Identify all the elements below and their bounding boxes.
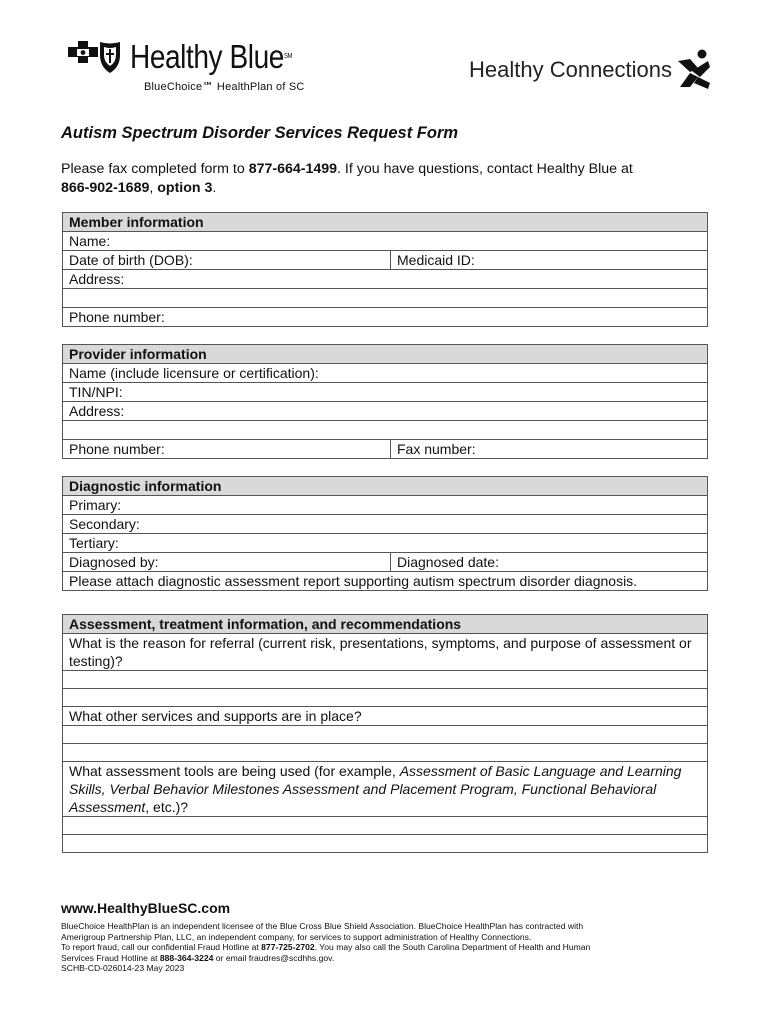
- other-services-question: What other services and supports are in place?: [63, 706, 707, 725]
- assessment-tools-answer-2[interactable]: [63, 834, 707, 852]
- member-phone-field[interactable]: Phone number:: [63, 307, 707, 326]
- assessment-heading: Assessment, treatment information, and recommendations: [63, 615, 707, 633]
- provider-phone-field[interactable]: Phone number:: [63, 440, 391, 458]
- diagnostic-heading: Diagnostic information: [63, 477, 707, 495]
- provider-phone-row: [63, 439, 707, 458]
- provider-tin-field[interactable]: TIN/NPI:: [63, 382, 707, 401]
- diagnosed-row: [63, 552, 707, 571]
- member-section: [62, 212, 708, 327]
- assessment-tools-examples: Assessment of Basic Language and Learning Skills, Verbal Behavior Milestones Assessment and Placement Program, Functional Behavioral Assessment: [69, 763, 682, 815]
- provider-heading: Provider information: [63, 345, 707, 363]
- assessment-tools-answer-1[interactable]: [63, 816, 707, 834]
- provider-name-field[interactable]: Name (include licensure or certification):: [63, 363, 707, 382]
- assessment-section: [62, 614, 708, 853]
- fax-number: 877-664-1499: [248, 161, 338, 177]
- diagnosis-secondary-field[interactable]: Secondary:: [63, 514, 707, 533]
- member-dob-field[interactable]: Date of birth (DOB):: [63, 251, 391, 269]
- member-address-line2[interactable]: [63, 288, 707, 307]
- member-heading: Member information: [63, 213, 707, 231]
- provider-section: [62, 344, 708, 459]
- other-services-answer-1[interactable]: [63, 725, 707, 743]
- member-address-field[interactable]: Address:: [63, 269, 707, 288]
- form-code: SCHB-CD-026014-23 May 2023: [61, 963, 185, 973]
- intro-paragraph: Please fax completed form to 877-664-1499. If you have questions, contact Healthy Blue at 866-902-1689, option 3.: [61, 161, 633, 196]
- diagnosis-tertiary-field[interactable]: Tertiary:: [63, 533, 707, 552]
- provider-address-line2[interactable]: [63, 420, 707, 439]
- member-name-field[interactable]: Name:: [63, 231, 707, 250]
- footer-disclaimer-1: BlueChoice HealthPlan is an independent licensee of the Blue Cross Blue Shield Association. BlueChoice HealthPlan has contracted with: [61, 921, 584, 931]
- website-link[interactable]: www.HealthyBlueSC.com: [61, 900, 231, 916]
- footer-fraud-2: Services Fraud Hotline at 888-364-3224 or email fraudres@scdhhs.gov.: [61, 952, 335, 963]
- healthy-connections-logo: [469, 49, 712, 91]
- referral-reason-answer-2[interactable]: [63, 688, 707, 706]
- diagnosed-by-field[interactable]: Diagnosed by:: [63, 553, 391, 571]
- provider-fax-field[interactable]: Fax number:: [397, 441, 476, 457]
- page-header: [0, 0, 770, 110]
- healthy-blue-wordmark: Healthy Blue℠: [130, 38, 293, 75]
- member-medicaid-field[interactable]: Medicaid ID:: [397, 252, 475, 268]
- other-services-answer-2[interactable]: [63, 743, 707, 761]
- bluechoice-subtitle: BlueChoice℠ HealthPlan of SC: [144, 81, 305, 93]
- member-dob-row: [63, 250, 707, 269]
- diagnostic-attach-note: Please attach diagnostic assessment report supporting autism spectrum disorder diagnosis.: [63, 571, 707, 590]
- assessment-tools-question: What assessment tools are being used (for example, Assessment of Basic Language and Learning Skills, Verbal Behavior Milestones Assessment and Placement Program, Functional Behavioral Assessment, etc.)?: [63, 761, 707, 816]
- diagnosed-date-field[interactable]: Diagnosed date:: [397, 554, 499, 570]
- provider-address-field[interactable]: Address:: [63, 401, 707, 420]
- referral-reason-answer-1[interactable]: [63, 670, 707, 688]
- healthy-connections-wordmark: Healthy Connections: [469, 57, 673, 82]
- footer-fraud-1: To report fraud, call our confidential Fraud Hotline at 877-725-2702. You may also call the South Carolina Department of Health and Human: [61, 942, 591, 952]
- diagnostic-section: [62, 476, 708, 591]
- bluecross-blueshield-icon: [60, 40, 124, 78]
- footer-disclaimer-2: Amerigroup Partnership Plan, LLC, an independent company, for services to support administration of Healthy Connections.: [61, 931, 532, 942]
- healthy-blue-logo: [60, 40, 321, 93]
- healthy-connections-icon: [676, 49, 712, 91]
- diagnosis-primary-field[interactable]: Primary:: [63, 495, 707, 514]
- referral-reason-question: What is the reason for referral (current risk, presentations, symptoms, and purpose of assessment or testing)?: [63, 633, 707, 670]
- contact-phone: 866-902-1689: [61, 180, 150, 196]
- page-footer: [61, 900, 711, 974]
- form-title: Autism Spectrum Disorder Services Request Form: [61, 124, 459, 142]
